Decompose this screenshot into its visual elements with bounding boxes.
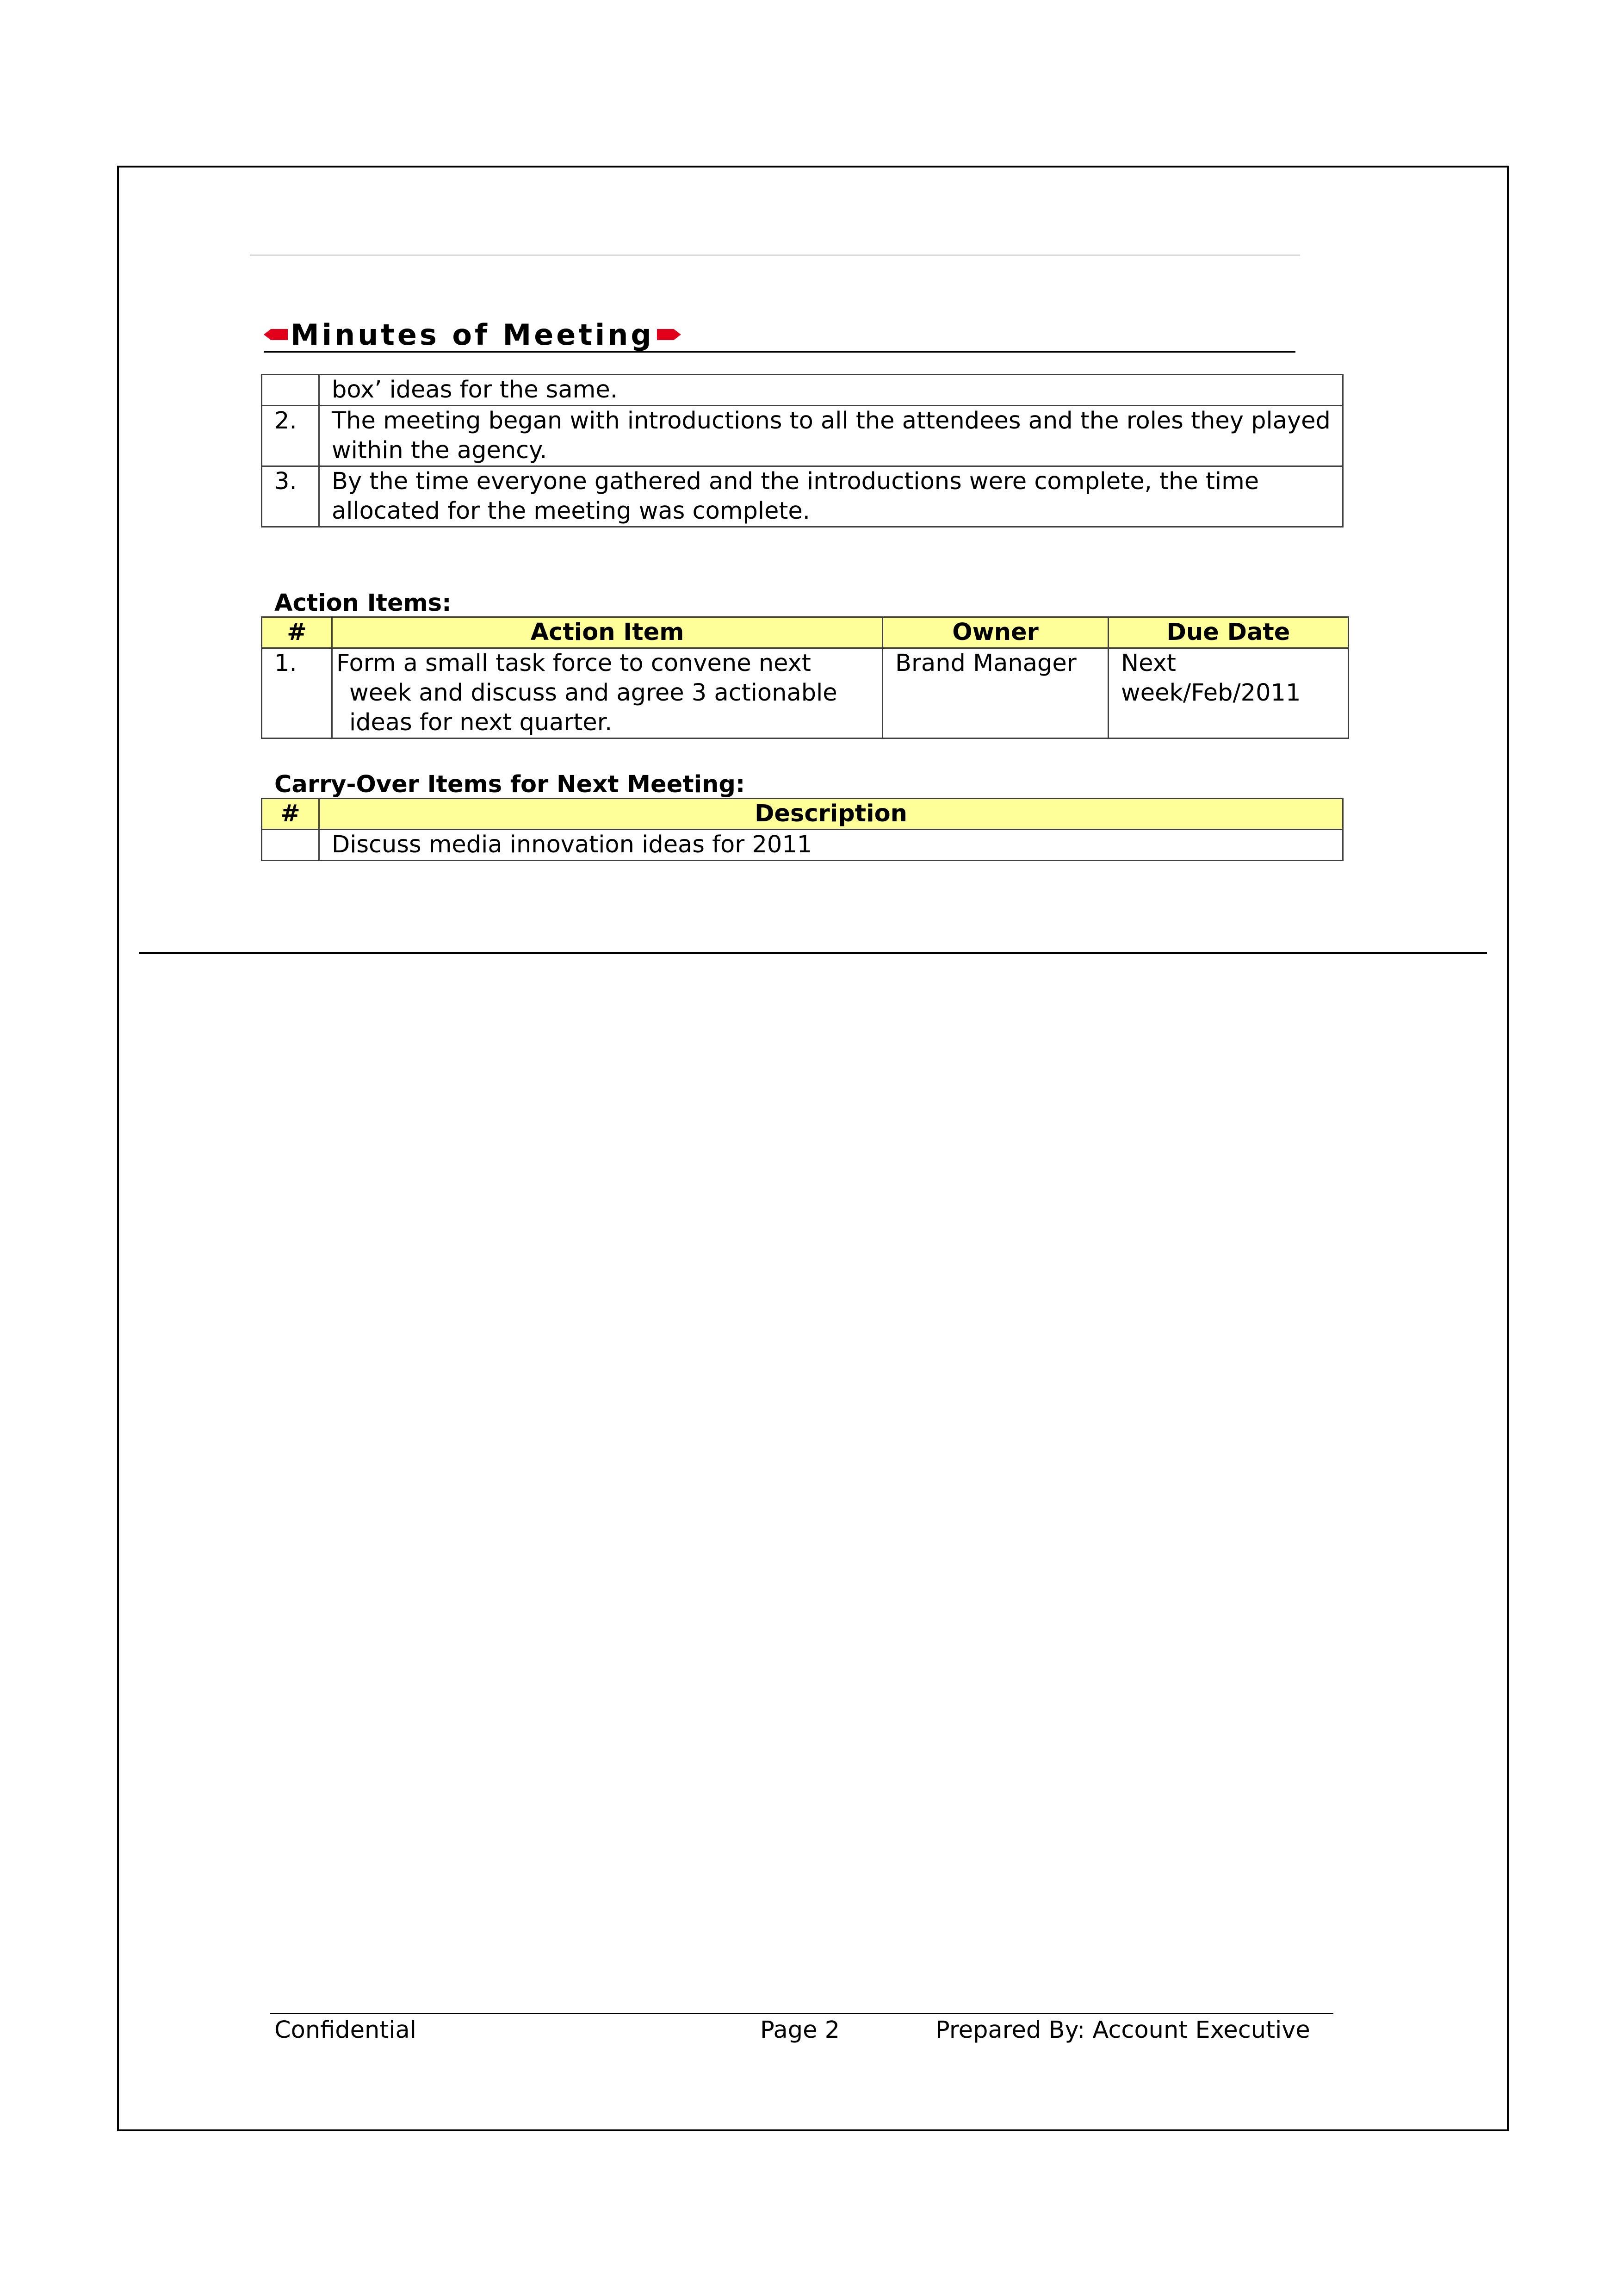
item-number: 2. [262, 406, 319, 466]
action-due-date: Next week/Feb/2011 [1109, 648, 1349, 738]
table-row [262, 406, 1343, 466]
action-text-rest: week and discuss and agree 3 actionable ideas for next quarter. [349, 679, 837, 736]
carry-description: Discuss media innovation ideas for 2011 [319, 830, 1343, 861]
column-header-due-date: Due Date [1109, 617, 1349, 648]
column-header-number: # [262, 799, 319, 830]
footer-prepared-by: Prepared By: Account Executive [935, 2017, 1310, 2044]
footer-page-number: Page 2 [760, 2017, 840, 2044]
action-number: 1. [262, 648, 332, 738]
title-bar [264, 313, 1295, 353]
table-row [262, 648, 1349, 738]
item-number: 3. [262, 466, 319, 527]
action-items-label: Action Items: [274, 590, 452, 617]
item-number [262, 375, 319, 406]
column-header-number: # [262, 617, 332, 648]
table-row [262, 466, 1343, 527]
item-text: box’ ideas for the same. [319, 375, 1343, 406]
item-text: The meeting began with introductions to all the attendees and the roles they played within the agency. [319, 406, 1343, 466]
right-tag-icon [657, 329, 681, 340]
carry-number [262, 830, 319, 861]
header-divider [250, 254, 1300, 256]
left-tag-icon [264, 329, 288, 340]
item-text: By the time everyone gathered and the introductions were complete, the time allocated for the meeting was complete. [319, 466, 1343, 527]
discussion-items-table [261, 374, 1344, 527]
table-row [262, 830, 1343, 861]
column-header-owner: Owner [883, 617, 1109, 648]
carry-over-label: Carry-Over Items for Next Meeting: [274, 771, 745, 798]
action-text-first-line: Form a small task force to convene next [336, 650, 811, 677]
column-header-description: Description [319, 799, 1343, 830]
action-text [332, 648, 883, 738]
action-owner: Brand Manager [883, 648, 1109, 738]
page-title-group [264, 317, 681, 352]
carry-over-table [261, 798, 1344, 861]
column-header-action: Action Item [332, 617, 883, 648]
action-items-table [261, 616, 1349, 739]
table-header-row [262, 799, 1343, 830]
section-divider [139, 952, 1487, 954]
table-header-row [262, 617, 1349, 648]
table-row [262, 375, 1343, 406]
page-title: Minutes of Meeting [291, 317, 654, 352]
footer-confidential: Confidential [274, 2017, 416, 2044]
footer-divider [270, 2013, 1333, 2014]
